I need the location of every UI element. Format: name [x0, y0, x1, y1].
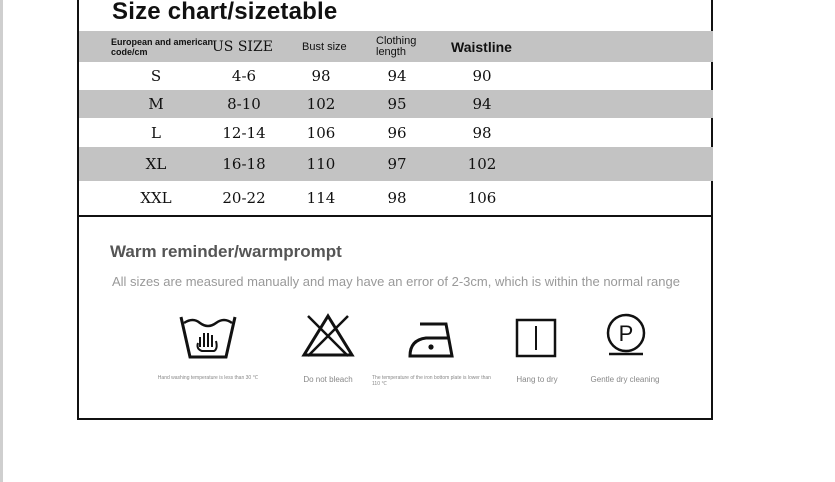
header-bust: Bust size	[302, 40, 347, 53]
cell-eu: S	[150, 67, 162, 85]
table-row	[79, 90, 713, 118]
cell-waist: 98	[472, 123, 492, 142]
cell-bust: 114	[306, 189, 336, 207]
care-label-iron: The temperature of the iron bottom plate is lower than 110 ℃	[372, 375, 491, 387]
hang-dry-icon	[515, 318, 559, 358]
table-row	[79, 118, 713, 147]
header-waist: Waistline	[451, 38, 512, 55]
cell-length: 94	[387, 67, 407, 85]
svg-text:P: P	[618, 321, 634, 346]
cell-bust: 110	[306, 155, 336, 173]
cell-eu: M	[148, 95, 164, 113]
cell-us: 4-6	[231, 67, 257, 85]
cell-eu: XL	[145, 155, 167, 173]
section-divider	[79, 215, 713, 217]
page-title: Size chart/sizetable	[112, 0, 338, 25]
cell-bust: 98	[311, 67, 331, 85]
care-label-dry-clean: Gentle dry cleaning	[590, 375, 660, 384]
header-us-size: US SIZE	[212, 38, 273, 55]
care-label-hang-dry: Hang to dry	[516, 375, 558, 384]
iron-low-icon	[406, 316, 458, 360]
header-eu-code: European and american code/cm	[111, 36, 214, 57]
hand-wash-icon	[178, 313, 238, 361]
reminder-title: Warm reminder/warmprompt	[110, 242, 342, 261]
cell-waist: 94	[472, 95, 492, 113]
cell-us: 20-22	[222, 189, 266, 207]
cell-length: 97	[387, 155, 407, 173]
care-label-no-bleach: Do not bleach	[303, 375, 353, 384]
do-not-bleach-icon	[300, 312, 356, 358]
care-label-hand-wash: Hand washing temperature is less than 30 ℃	[157, 375, 259, 381]
table-header	[79, 31, 713, 62]
gentle-dry-clean-icon	[605, 313, 649, 357]
table-row	[79, 181, 713, 215]
cell-waist: 102	[467, 155, 497, 173]
reminder-text: All sizes are measured manually and may have an error of 2-3cm, which is within the normal range	[112, 274, 680, 289]
cell-us: 16-18	[222, 155, 266, 173]
left-border	[0, 0, 3, 482]
cell-length: 98	[387, 189, 407, 207]
cell-length: 96	[387, 123, 407, 142]
cell-us: 12-14	[222, 123, 266, 142]
table-row	[79, 62, 713, 90]
cell-waist: 106	[467, 189, 497, 207]
cell-bust: 102	[306, 95, 336, 113]
cell-us: 8-10	[227, 95, 261, 113]
cell-eu: L	[151, 123, 161, 142]
cell-length: 95	[387, 95, 407, 113]
cell-eu: XXL	[140, 189, 172, 207]
cell-bust: 106	[306, 123, 336, 142]
cell-waist: 90	[472, 67, 492, 85]
header-length: Clothing length	[376, 34, 417, 58]
table-row	[79, 147, 713, 181]
